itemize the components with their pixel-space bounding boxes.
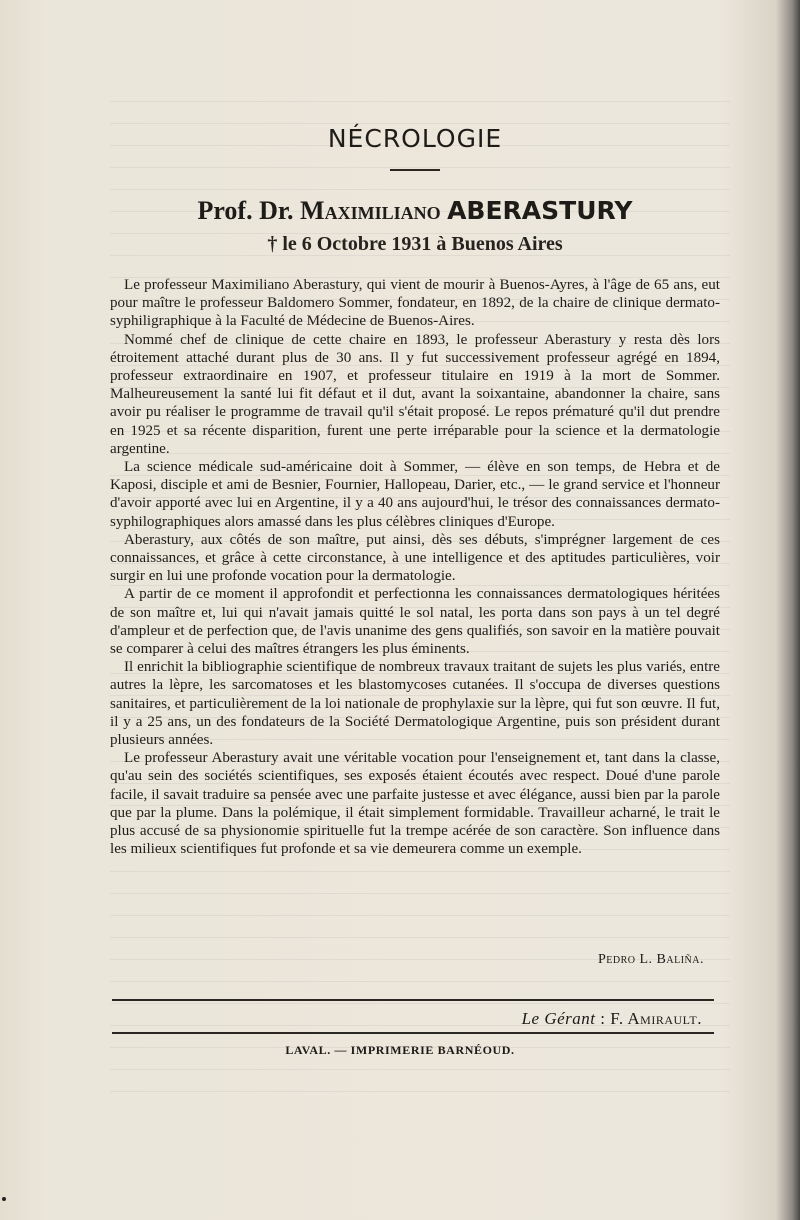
author-signature: Pedro L. Baliña. [597,952,704,967]
section-title: NÉCROLOGIE [327,124,503,153]
obituary-body [110,276,720,859]
death-line: † le 6 Octobre 1931 à Buenos Aires [267,233,563,255]
gerant-line [522,1009,702,1029]
paragraph: Nommé chef de clinique de cette chaire en 1893, le professeur Aberastury y resta dès lors étroitement attaché durant plus de 30 ans. Il y fut successivement professeur agrégé en 1894, professeur extraordinaire en 1907, et professeur titulaire en 1919 à la mort de Sommer. Malheureusement la santé lui fit défaut et il dut, avant la soixantaine, abandonner la chaire, sans avoir pu réaliser le programme de travail qu'il s'était proposé. Le repos prématuré qu'il dut prendre en 1925 et sa récente disparition, furent une perte irréparable pour la science et la dermatologie argentine. [110,331,720,457]
person-prefix: Prof. Dr. [197,196,294,225]
paragraph: Le professeur Aberastury avait une véritable vocation pour l'enseignement et, tant dans la classe, qu'au sein des sociétés scientifiques, ses exposés étaient écoutés avec respect. Doué d'une parole facile, il savait traduire sa pensée avec une parfaite justesse et avec élégance, aussi bien par la parole que par la plume. Dans la polémique, il était simplement formidable. Travailleur acharné, le trait le plus accusé de sa physionomie spirituelle fut la trempe acérée de son caractère. Son influence dans les milieux scientifiques fut profonde et sa vie demeurera comme un exemple. [110,750,720,858]
footer-rule-top [112,999,714,1001]
title-divider [390,169,440,171]
margin-speck [2,1197,6,1201]
person-heading [110,196,720,226]
gerant-separator: : [595,1009,611,1028]
footer-rule-bottom [112,1032,714,1034]
gerant-name: F. Amirault. [610,1009,702,1028]
paragraph: Aberastury, aux côtés de son maître, put ainsi, dès ses débuts, s'imprégner largement de ces connaissances, et grâce à cette circonstance, à une intelligence et des aptitudes particulières, voir surgir en lui une profonde vocation pour la dermatologie. [110,531,720,585]
paragraph: Il enrichit la bibliographie scientifique de nombreux travaux traitant de sujets les plus variés, entre autres la lèpre, les sarcomatoses et les blastomycoses cutanées. Il s'occupa de diverses questions sanitaires, et particulièrement de la loi nationale de prophylaxie sur la lèpre, qui fut son œuvre. Il fut, il y a 25 ans, un des fondateurs de la Société Dermatologique Argentine, puis son président durant plusieurs années. [110,659,720,749]
paragraph: A partir de ce moment il approfondit et perfectionna les connaissances dermatologiques héritées de son maître et, lui qui n'avait jamais quitté le sol natal, les porta dans son pays à un tel degré d'ampleur et de perfection que, de l'avis unanime des gens qualifiés, son savoir en la matière pouvait se comparer à celui des maîtres étrangers les plus éminents. [110,586,720,658]
printer-line: LAVAL. — IMPRIMERIE BARNÉOUD. [285,1043,515,1057]
paragraph: La science médicale sud-américaine doit à Sommer, — élève en son temps, de Hebra et de Kaposi, disciple et ami de Besnier, Fournier, Hallopeau, Darier, etc., — le grand service et l'honneur d'avoir apporté avec lui en Argentine, il y a 40 ans aujourd'hui, le trésor des connaissances dermato-syphilographiques alors amassé dans les plus célèbres cliniques d'Europe. [110,459,720,530]
person-surname: ABERASTURY [447,196,633,225]
person-given-name: Maximiliano [300,196,441,225]
paragraph: Le professeur Maximiliano Aberastury, qui vient de mourir à Buenos-Ayres, à l'âge de 65 ans, eut pour maître le professeur Baldomero Sommer, fondateur, en 1892, de la chaire de clinique dermato-syphiligraphique à la Faculté de Médecine de Buenos-Aires. [110,277,720,330]
gerant-role: Le Gérant [521,1009,596,1028]
